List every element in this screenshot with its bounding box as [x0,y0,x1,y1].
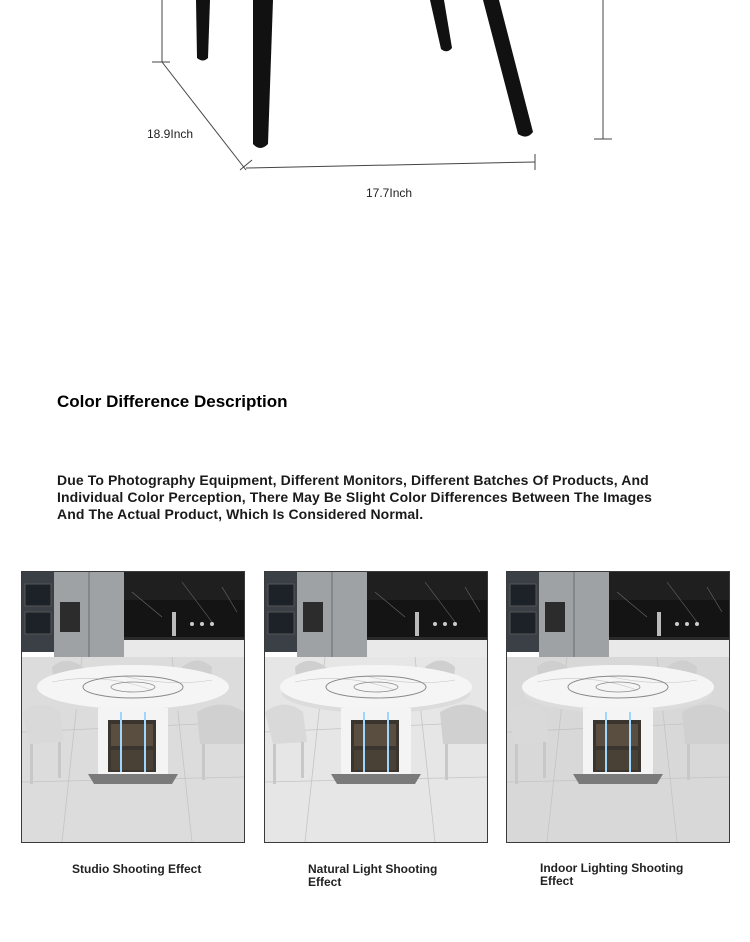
natural-light-caption: Natural Light Shooting Effect [308,862,438,889]
studio-shooting-photo [21,571,245,843]
color-difference-description: Due To Photography Equipment, Different Monitors, Different Batches Of Products, And Individual Color Perception, There May Be Slight Color Differences Between The Images And The Actual Product, Which Is Considered Normal. [57,472,653,522]
indoor-lighting-shooting-photo [506,571,730,843]
indoor-lighting-caption: Indoor Lighting Shooting Effect [540,861,684,888]
chair-leg-back-right [430,0,452,51]
section-title: Color Difference Description [57,392,288,411]
chair-leg-front-left [253,0,273,148]
chair-leg-back-left [196,0,210,61]
natural-light-shooting-photo [264,571,488,843]
chair-leg-front-right [483,0,533,137]
studio-caption: Studio Shooting Effect [72,862,202,876]
depth-dimension-label: 18.9Inch [147,127,194,141]
width-dimension-label: 17.7Inch [366,186,413,200]
